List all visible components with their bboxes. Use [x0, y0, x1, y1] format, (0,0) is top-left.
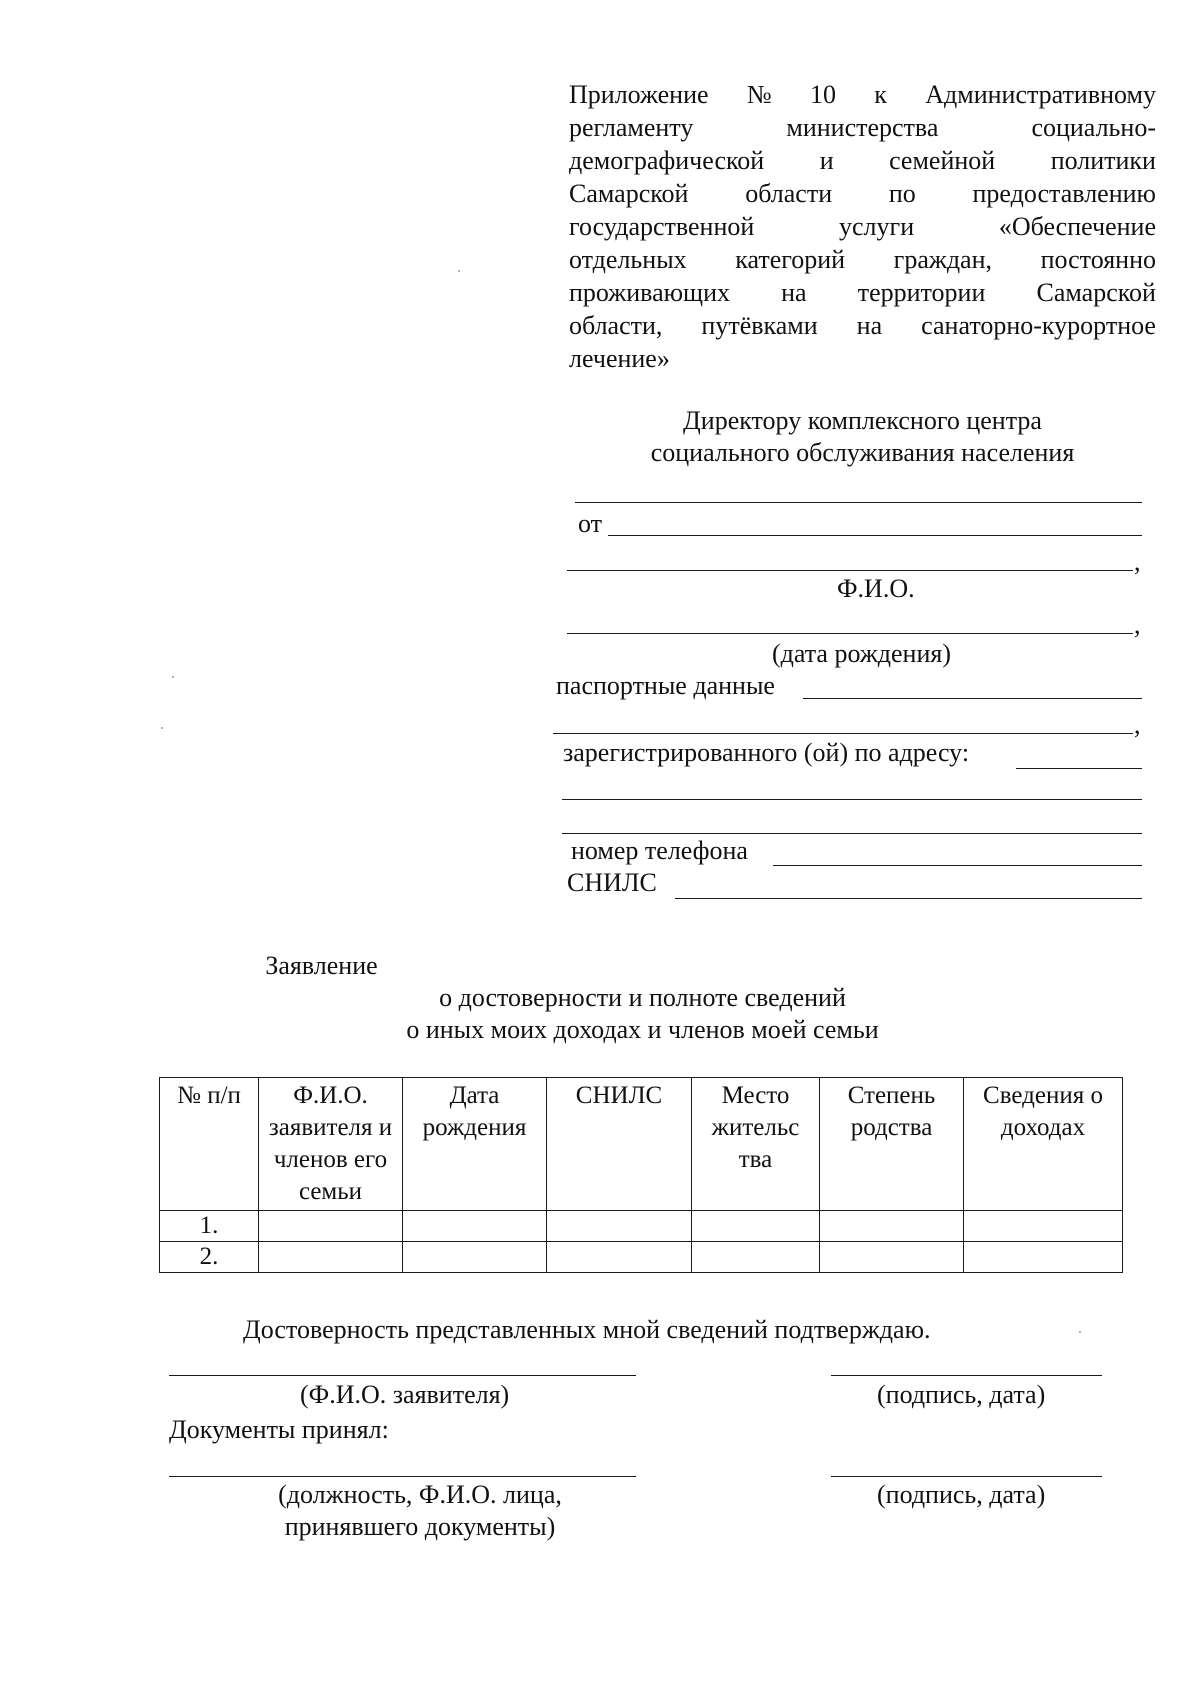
official-caption	[252, 1479, 588, 1543]
appendix-word: путёвками	[701, 311, 818, 340]
appendix-word: Самарской	[1036, 278, 1156, 307]
phone-label: номер телефона	[571, 836, 748, 865]
official-signature-line[interactable]	[831, 1476, 1102, 1477]
header-fio: Ф.И.О. заявителя и членов его семьи	[259, 1078, 403, 1211]
appendix-word: на	[781, 278, 807, 307]
birth-comma: ,	[1134, 610, 1141, 639]
appendix-line	[569, 243, 1156, 276]
address-field[interactable]	[1016, 768, 1142, 769]
scan-speck	[172, 676, 174, 678]
statement-subtitle-2: о иных моих доходах и членов моей семьи	[406, 1015, 879, 1044]
applicant-signature-line[interactable]	[831, 1375, 1102, 1376]
signature-date-caption-2: (подпись, дата)	[877, 1480, 1046, 1509]
table-header-row	[160, 1078, 1123, 1211]
passport-field-line-2[interactable]	[553, 733, 1133, 734]
official-line[interactable]	[169, 1476, 636, 1477]
snils-field[interactable]	[675, 898, 1142, 899]
appendix-word: на	[856, 311, 883, 340]
passport-label: паспортные данные	[556, 671, 775, 700]
birth-date-field[interactable]	[567, 633, 1133, 634]
appendix-word: регламенту	[569, 113, 694, 142]
appendix-header	[569, 78, 1156, 375]
addressee-block	[569, 405, 1156, 469]
appendix-word: №	[746, 80, 772, 109]
applicant-fio-caption: (Ф.И.О. заявителя)	[300, 1380, 510, 1409]
relationship-cell[interactable]	[820, 1211, 964, 1242]
appendix-word: Самарской	[569, 179, 689, 208]
appendix-word: государственной	[569, 212, 755, 241]
header-residence: Место жительс тва	[692, 1078, 820, 1211]
appendix-word: услуги	[839, 212, 915, 241]
addressee-line-1: Директору комплексного центра	[683, 406, 1042, 435]
appendix-word: категорий	[735, 245, 846, 274]
appendix-word: постоянно	[1040, 245, 1156, 274]
appendix-line	[569, 342, 1156, 375]
appendix-word: и	[819, 146, 834, 175]
appendix-line	[569, 309, 1156, 342]
appendix-word: министерства	[786, 113, 939, 142]
income-table-body	[160, 1211, 1123, 1273]
income-table-header	[160, 1078, 1123, 1211]
income-cell[interactable]	[964, 1242, 1123, 1273]
appendix-word: области	[745, 179, 833, 208]
appendix-word: области,	[569, 311, 663, 340]
snils-cell[interactable]	[547, 1211, 692, 1242]
header-relationship: Степень родства	[820, 1078, 964, 1211]
snils-cell[interactable]	[547, 1242, 692, 1273]
signature-date-caption-1: (подпись, дата)	[877, 1380, 1046, 1409]
appendix-line	[569, 78, 1156, 111]
row-number-cell: 2.	[160, 1242, 259, 1273]
income-cell[interactable]	[964, 1211, 1123, 1242]
address-field-line-3[interactable]	[562, 833, 1142, 834]
address-label: зарегистрированного (ой) по адресу:	[563, 738, 970, 767]
header-number: № п/п	[160, 1078, 259, 1211]
accepted-label: Документы принял:	[169, 1415, 389, 1444]
birth-date-caption: (дата рождения)	[772, 639, 952, 668]
relationship-cell[interactable]	[820, 1242, 964, 1273]
statement-subtitles	[0, 982, 1200, 1046]
fio-cell[interactable]	[259, 1211, 403, 1242]
birth-date-cell[interactable]	[403, 1211, 547, 1242]
statement-title: Заявление	[265, 951, 378, 980]
applicant-fio-line[interactable]	[169, 1375, 636, 1376]
addressee-line-2: социального обслуживания населения	[650, 438, 1075, 467]
statement-subtitle-1: о достоверности и полноте сведений	[439, 983, 846, 1012]
scan-speck	[458, 270, 460, 272]
statement-heading	[160, 950, 1123, 982]
from-field[interactable]	[608, 535, 1142, 536]
passport-comma: ,	[1134, 710, 1141, 739]
row-number-cell: 1.	[160, 1211, 259, 1242]
snils-label: СНИЛС	[567, 868, 657, 897]
income-table	[159, 1077, 1123, 1273]
appendix-word: граждан,	[893, 245, 993, 274]
fio-comma: ,	[1134, 547, 1141, 576]
appendix-word: отдельных	[569, 245, 687, 274]
appendix-line	[569, 177, 1156, 210]
header-income: Сведения о доходах	[964, 1078, 1123, 1211]
confirmation-text: Достоверность представленных мной сведений подтверждаю.	[243, 1315, 931, 1344]
header-birth-date: Дата рождения	[403, 1078, 547, 1211]
birth-date-cell[interactable]	[403, 1242, 547, 1273]
residence-cell[interactable]	[692, 1242, 820, 1273]
fio-field-line[interactable]	[567, 570, 1133, 571]
appendix-word: предоставлению	[972, 179, 1156, 208]
appendix-word: по	[888, 179, 916, 208]
appendix-word: демографической	[569, 146, 765, 175]
appendix-line	[569, 111, 1156, 144]
residence-cell[interactable]	[692, 1211, 820, 1242]
appendix-word: «Обеспечение	[998, 212, 1156, 241]
fio-cell[interactable]	[259, 1242, 403, 1273]
appendix-word: политики	[1050, 146, 1156, 175]
appendix-word: 10	[809, 80, 836, 109]
address-field-line-2[interactable]	[562, 799, 1142, 800]
passport-field[interactable]	[803, 698, 1142, 699]
fio-caption: Ф.И.О.	[837, 574, 915, 603]
appendix-word: территории	[857, 278, 986, 307]
appendix-word: проживающих	[569, 278, 730, 307]
appendix-word: к	[874, 80, 887, 109]
table-row	[160, 1211, 1123, 1242]
appendix-word: Приложение	[569, 80, 709, 109]
appendix-word: семейной	[889, 146, 996, 175]
appendix-word: социально-	[1031, 113, 1156, 142]
appendix-line	[569, 144, 1156, 177]
appendix-line	[569, 210, 1156, 243]
phone-field[interactable]	[773, 865, 1142, 866]
appendix-word: санаторно-курортное	[921, 311, 1156, 340]
header-snils: СНИЛС	[547, 1078, 692, 1211]
appendix-word: лечение»	[569, 344, 670, 373]
official-caption-line-1: (должность, Ф.И.О. лица,	[278, 1480, 562, 1509]
scan-speck	[161, 727, 163, 729]
appendix-line	[569, 276, 1156, 309]
addressee-blank-line[interactable]	[575, 502, 1142, 503]
table-row	[160, 1242, 1123, 1273]
from-label: от	[578, 509, 603, 538]
appendix-word: Административному	[925, 80, 1156, 109]
scan-speck	[1079, 1331, 1081, 1333]
official-caption-line-2: принявшего документы)	[284, 1512, 556, 1541]
